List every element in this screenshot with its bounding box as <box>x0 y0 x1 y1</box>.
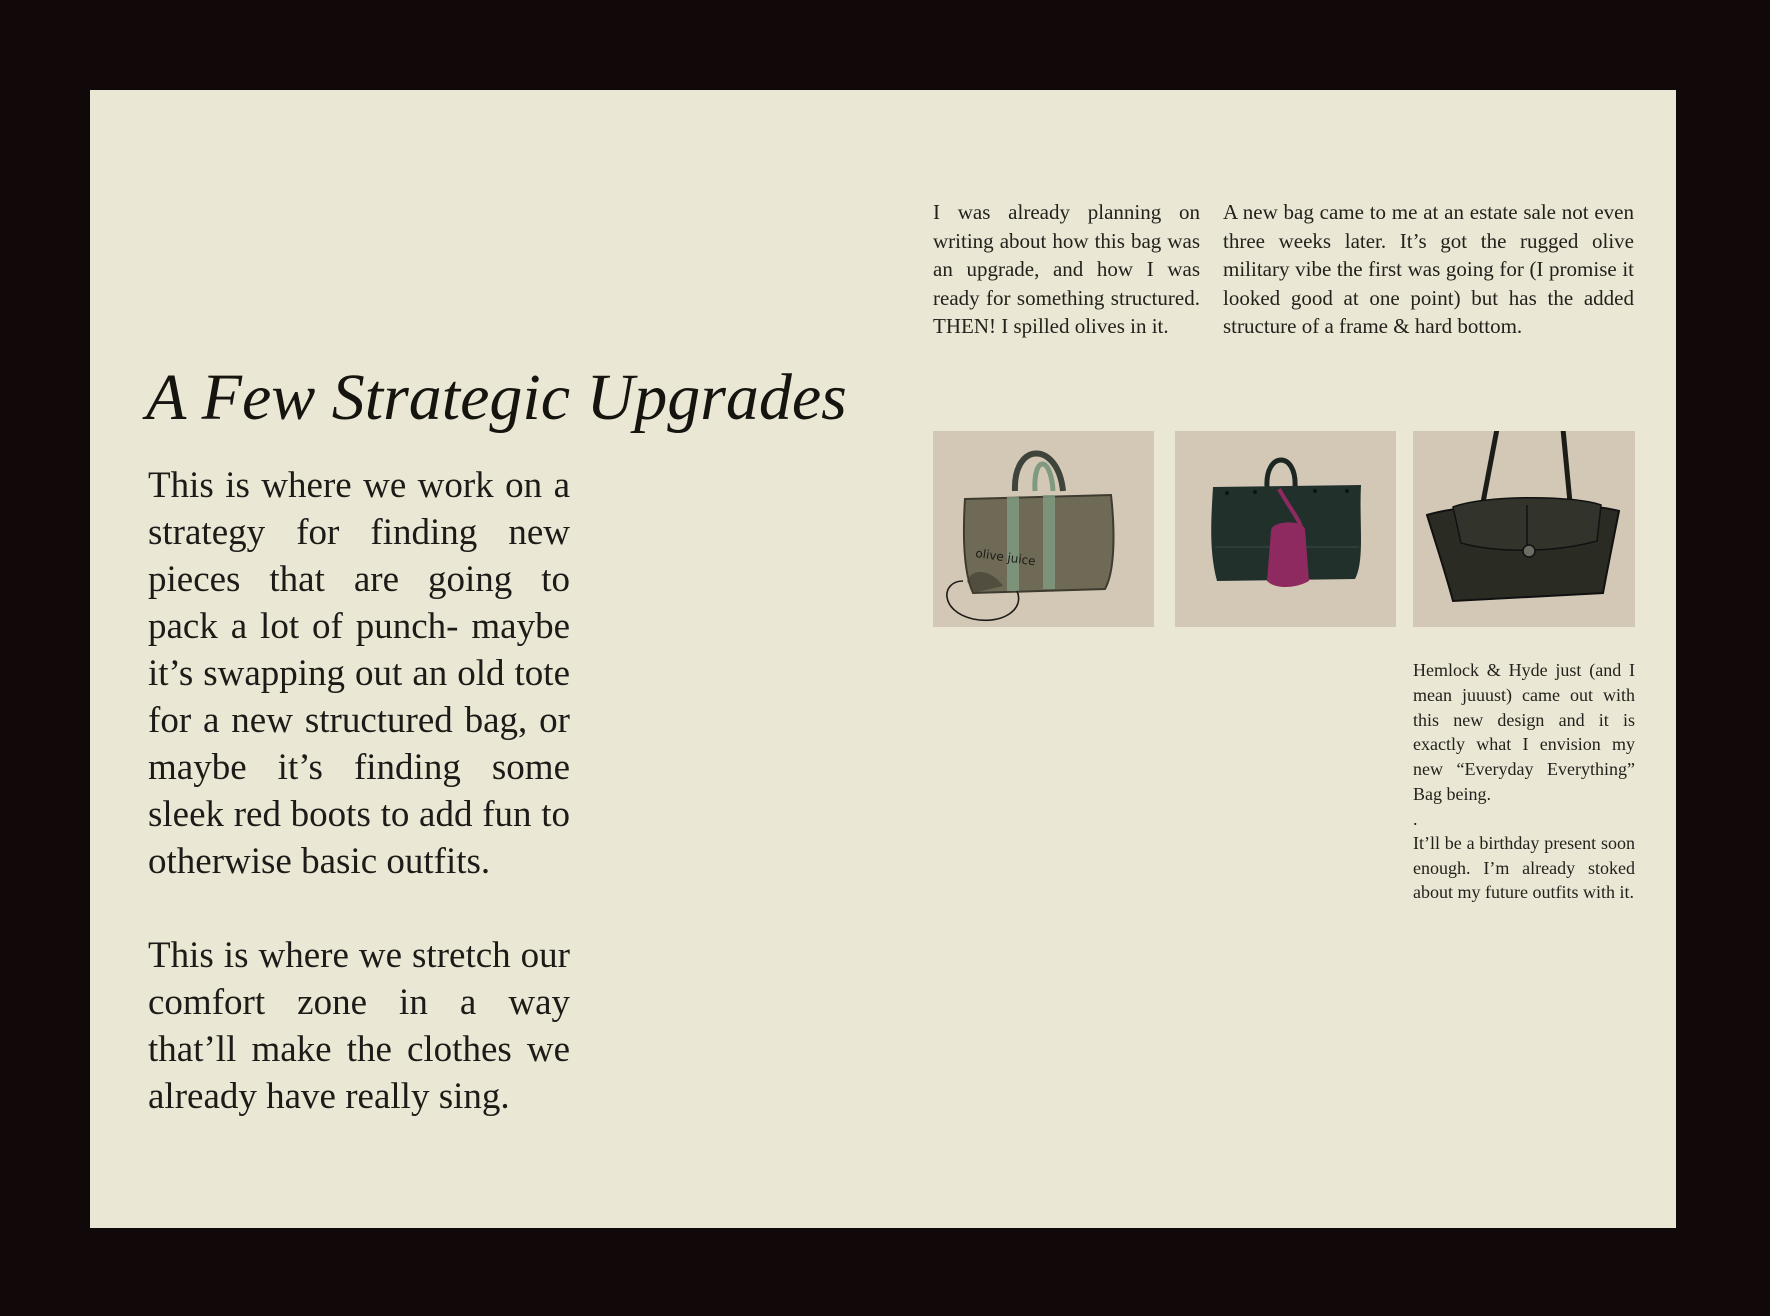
page-title: A Few Strategic Upgrades <box>146 361 847 434</box>
black-bag-image <box>1413 431 1635 627</box>
caption-paragraph-2: It’ll be a birthday present soon enough. I’m already stoked about my future outfits with it. <box>1413 832 1635 903</box>
intro-paragraph-2: This is where we stretch our comfort zone in a way that’ll make the clothes we already have really sing. <box>148 935 570 1117</box>
magazine-page <box>90 90 1676 1228</box>
story-column-2: A new bag came to me at an estate sale not even three weeks later. It’s got the rugged olive military vibe the first was going for (I promise it looked good at one point) but has the added structure of a frame & hard bottom. <box>1223 200 1634 338</box>
photo-caption <box>1413 658 1635 905</box>
intro-text <box>148 462 570 1120</box>
bag-scribble: olive juice <box>974 546 1037 569</box>
green-and-magenta-bags-photo <box>1175 431 1396 627</box>
story-column-1: I was already planning on writing about how this bag was an upgrade, and how I was ready for something structured. THEN! I spilled olives in it. <box>933 200 1200 338</box>
caption-paragraph-1: Hemlock & Hyde just (and I mean juuust) came out with this new design and it is exactly what I envision my new “Everyday Everything” Bag being. <box>1413 660 1635 804</box>
structured-bag-image <box>1175 431 1396 627</box>
caption-separator: . <box>1413 808 1418 829</box>
black-shoulder-bag-photo <box>1413 431 1635 627</box>
intro-paragraph-1: This is where we work on a strategy for finding new pieces that are going to pack a lot of punch- maybe it’s swapping out an old tote for a new structured bag, or maybe it’s finding some sleek red boots to add fun to otherwise basic outfits. <box>148 465 570 882</box>
olive-tote-image <box>933 431 1154 627</box>
olive-tote-photo <box>933 431 1154 627</box>
